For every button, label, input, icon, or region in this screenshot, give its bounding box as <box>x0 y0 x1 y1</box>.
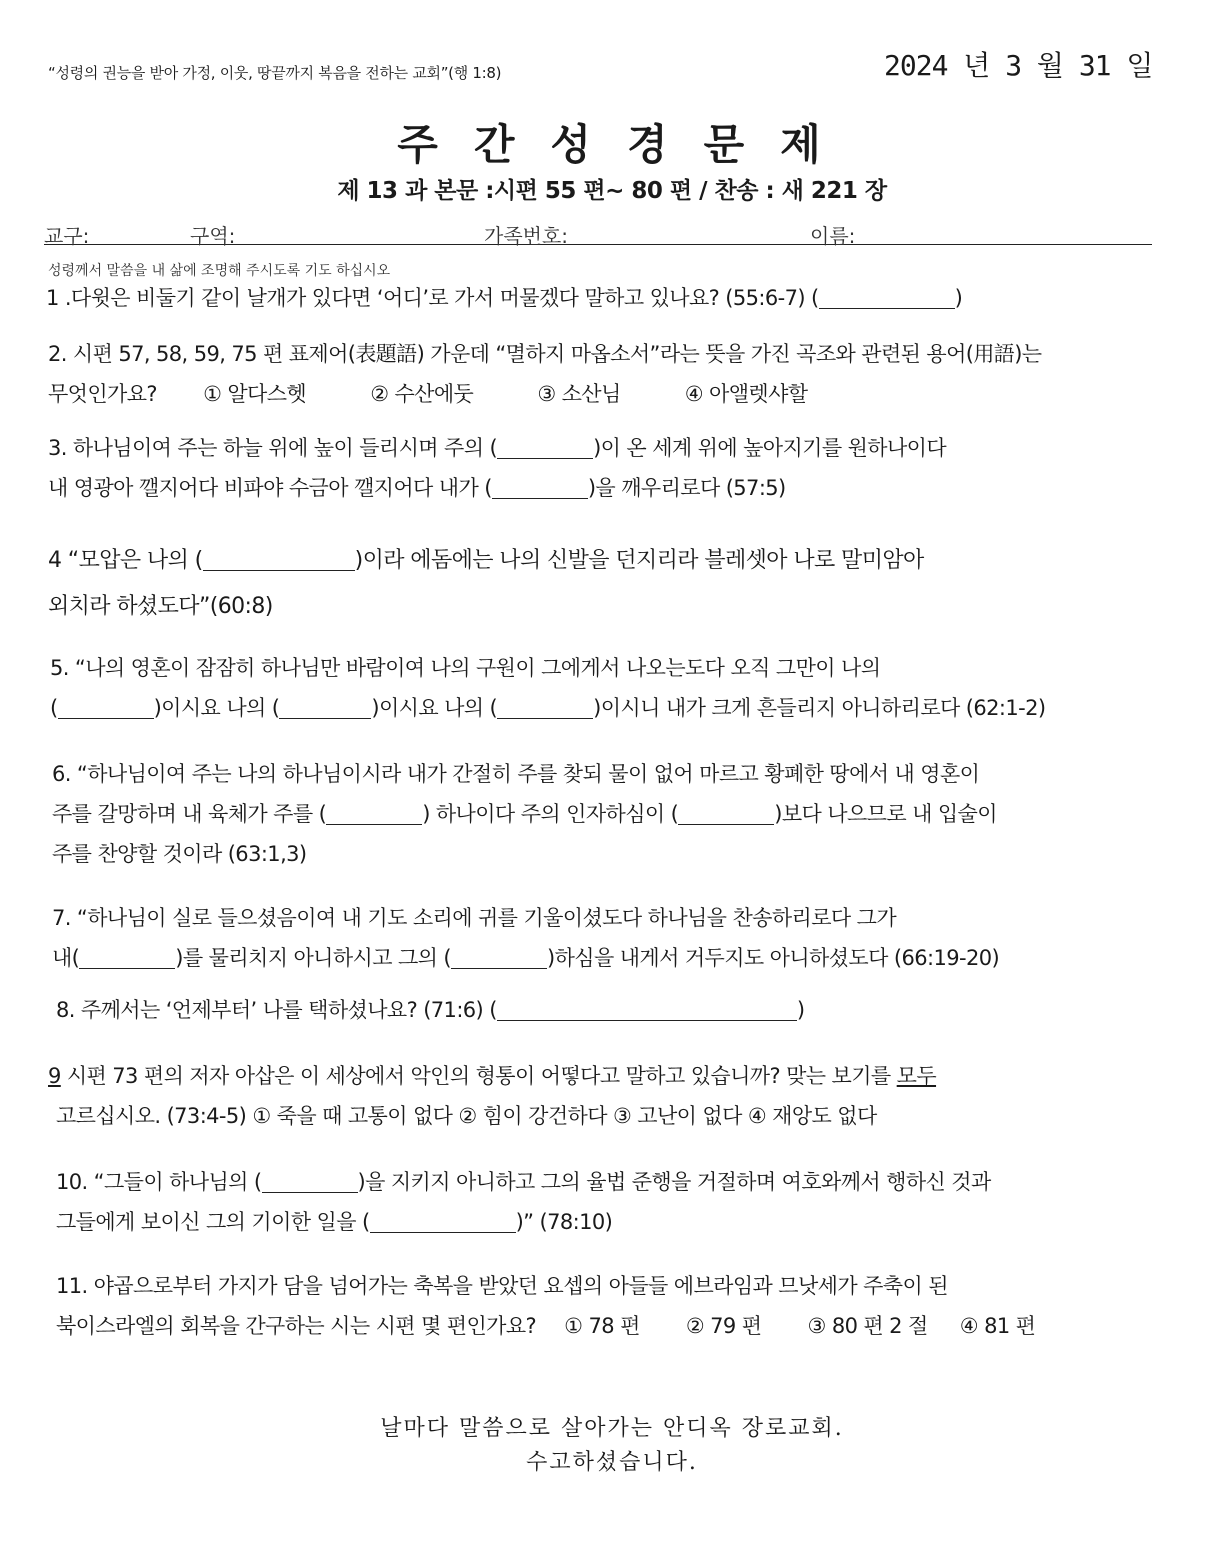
answer-blank[interactable] <box>451 946 547 969</box>
district-label: 교구: <box>44 224 90 248</box>
answer-blank[interactable] <box>497 998 797 1021</box>
question-7: 7. “하나님이 실로 들으셨음이여 내 기도 소리에 귀를 기울이셨도다 하나님을 찬송하리로다 그가 내( )를 물리치지 아니하시고 그의 ( )하심을 내게서 거두지도 아니하셨도다 (66:19-20) <box>52 906 1000 970</box>
prayer-instruction: 성령께서 말씀을 내 삶에 조명해 주시도록 기도 하십시오 <box>48 263 391 279</box>
question-5: 5. “나의 영혼이 잠잠히 하나님만 바람이여 나의 구원이 그에게서 나오는도다 오직 그만이 나의 ( )이시요 나의 ( )이시요 나의 ( )이시니 내가 크게 흔들리지 아니하리로다 (62:1-2) <box>50 656 1046 720</box>
page-title: 주간성경문제 <box>397 120 857 169</box>
option-2[interactable]: ② 수산에둣 <box>370 382 474 406</box>
answer-blank[interactable] <box>79 946 175 969</box>
worksheet-date: 2024 년 3 월 31 일 <box>884 49 1153 82</box>
lesson-subtitle: 제 13 과 본문 :시편 55 편~ 80 편 / 찬송 : 새 221 장 <box>337 178 887 204</box>
question-9: 9 시편 73 편의 저자 아삽은 이 세상에서 악인의 형통이 어떻다고 말하고 있습니까? 맞는 보기를 모두 고르십시오. (73:4-5) ① 죽을 때 고통이 없다 ② 힘이 강건하다 ③ 고난이 없다 ④ 재앙도 없다 <box>48 1064 937 1128</box>
answer-blank[interactable] <box>819 286 955 309</box>
church-motto: “성령의 권능을 받아 가정, 이웃, 땅끝까지 복음을 전하는 교회”(행 1:8) <box>48 64 502 82</box>
question-3: 3. 하나님이여 주는 하늘 위에 높이 들리시며 주의 ( )이 온 세계 위에 높아지기를 원하나이다 내 영광아 깰지어다 비파야 수금아 깰지어다 내가 ( )을 깨우리로다 (57:5) <box>48 436 947 500</box>
question-8: 8. 주께서는 ‘언제부터’ 나를 택하셨나요? (71:6) ( ) <box>56 998 805 1022</box>
section-label: 구역: <box>190 224 236 248</box>
answer-blank[interactable] <box>492 476 588 499</box>
question-1: 1 .다윗은 비둘기 같이 날개가 있다면 ‘어디’로 가서 머물겠다 말하고 있나요? (55:6-7) ( ) <box>46 286 963 310</box>
family-number-label: 가족번호: <box>484 224 569 248</box>
option-1[interactable]: ① 알다스헷 <box>203 382 307 406</box>
answer-blank[interactable] <box>262 1170 358 1193</box>
answer-blank[interactable] <box>497 436 593 459</box>
answer-blank[interactable] <box>497 696 593 719</box>
closing-message: 날마다 말씀으로 살아가는 안디옥 장로교회. 수고하셨습니다. <box>380 1416 844 1475</box>
option-4[interactable]: ④ 아앨렛샤할 <box>684 382 808 406</box>
answer-blank[interactable] <box>58 696 154 719</box>
option-1[interactable]: ① 78 편 <box>564 1314 640 1338</box>
question-6: 6. “하나님이여 주는 나의 하나님이시라 내가 간절히 주를 찾되 물이 없어 마르고 황폐한 땅에서 내 영혼이 주를 갈망하며 내 육체가 주를 ( ) 하나이다 주의 인자하심이 ( )보다 나으므로 내 입술이 주를 찬양할 것이라 (63:1,3) <box>52 762 997 866</box>
question-4: 4 “모압은 나의 ( )이라 에돔에는 나의 신발을 던지리라 블레셋아 나로 말미암아 외치라 하셨도다”(60:8) <box>48 548 924 619</box>
name-label: 이름: <box>810 224 856 248</box>
option-2[interactable]: ② 79 편 <box>685 1314 762 1338</box>
respondent-info-row <box>44 220 1152 248</box>
option-4[interactable]: ④ 81 편 <box>959 1314 1036 1338</box>
question-11: 11. 야곱으로부터 가지가 담을 넘어가는 축복을 받았던 요셉의 아들들 에브라임과 므낫세가 주축이 된 북이스라엘의 회복을 간구하는 시는 시편 몇 편인가요? ① 78 편 ② 79 편 ③ 80 편 2 절 ④ 81 편 <box>56 1266 1035 1346</box>
answer-blank[interactable] <box>370 1210 516 1233</box>
answer-blank[interactable] <box>203 548 355 571</box>
answer-blank[interactable] <box>678 802 774 825</box>
question-2: 2. 시편 57, 58, 59, 75 편 표제어(表題語) 가운데 “멸하지 마옵소서”라는 뜻을 가진 곡조와 관련된 용어(用語)는 무엇인가요? ① 알다스헷 ② 수산에둣 ③ 소산님 ④ 아앨렛샤할 <box>48 334 1041 414</box>
answer-blank[interactable] <box>326 802 422 825</box>
option-3[interactable]: ③ 소산님 <box>537 382 621 406</box>
question-10: 10. “그들이 하나님의 ( )을 지키지 아니하고 그의 율법 준행을 거절하며 여호와께서 행하신 것과 그들에게 보이신 그의 기이한 일을 ( )” (78:10) <box>56 1170 991 1234</box>
option-3[interactable]: ③ 80 편 2 절 <box>807 1314 928 1338</box>
answer-blank[interactable] <box>279 696 371 719</box>
